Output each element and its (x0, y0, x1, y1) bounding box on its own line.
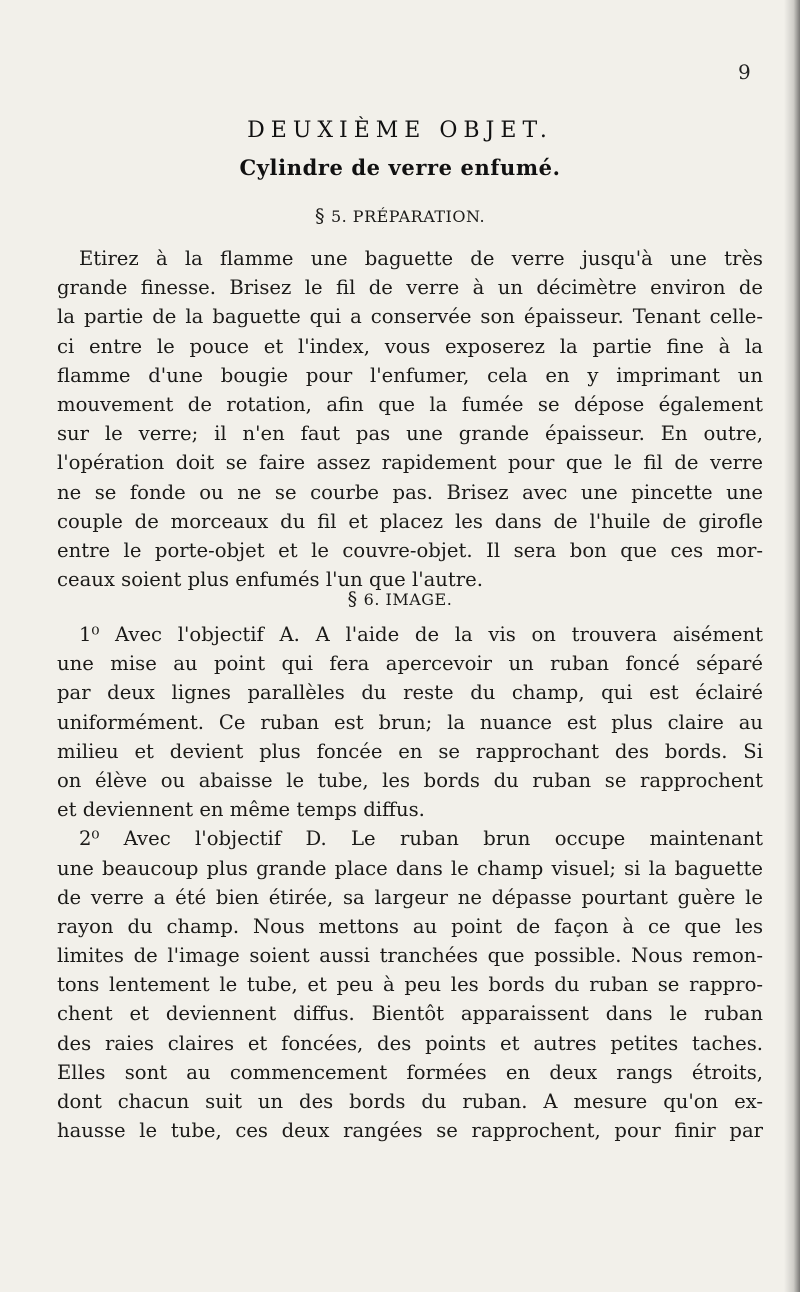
section-title: PRÉPARATION. (352, 207, 486, 226)
text-line: 1⁰ Avec l'objectif A. A l'aide de la vis on trouvera aisément (79, 623, 763, 646)
page-title: DEUXIÈME OBJET. (247, 118, 553, 143)
text-line: entre le porte-objet et le couvre-objet. Il sera bon que ces mor- (57, 538, 763, 562)
text-line: flamme d'une bougie pour l'enfumer, cela en y imprimant un (57, 363, 763, 387)
text-line: Etirez à la flamme une baguette de verre jusqu'à une très (79, 247, 763, 270)
text-line: et deviennent en même temps diffus. (57, 798, 425, 822)
text-line: par deux lignes parallèles du reste du champ, qui est éclairé (57, 681, 763, 705)
page-edge-shadow (784, 0, 800, 1292)
text-line: de verre a été bien étirée, sa largeur ne dépasse pourtant guère le (57, 885, 763, 909)
page-subtitle: Cylindre de verre enfumé. (239, 155, 561, 180)
text-line: ne se fonde ou ne se courbe pas. Brisez avec une pincette une (57, 480, 763, 504)
section-5-body (57, 244, 763, 594)
text-line: 2⁰ Avec l'objectif D. Le ruban brun occupe maintenant (79, 827, 763, 851)
section-number: 5. (330, 207, 348, 226)
text-line: rayon du champ. Nous mettons au point de façon à ce que les (57, 914, 763, 938)
text-line: des raies claires et foncées, des points et autres petites taches. (57, 1031, 763, 1055)
text-line: sur le verre; il n'en faut pas une grande épaisseur. En outre, (57, 422, 763, 446)
text-line: l'opération doit se faire assez rapidement pour que le fil de verre (57, 451, 763, 475)
text-line: mouvement de rotation, afin que la fumée se dépose également (57, 392, 763, 416)
text-line: la partie de la baguette qui a conservée son épaisseur. Tenant celle- (57, 305, 763, 329)
text-line: on élève ou abaisse le tube, les bords du ruban se rapprochent (57, 768, 763, 792)
text-line: milieu et devient plus foncée en se rapprochant des bords. Si (57, 739, 763, 763)
text-line: uniformément. Ce ruban est brun; la nuance est plus claire au (57, 710, 763, 734)
text-line: ci entre le pouce et l'index, vous exposerez la partie fine à la (57, 334, 763, 358)
text-line: couple de morceaux du fil et placez les dans de l'huile de girofle (57, 509, 763, 533)
text-line: dont chacun suit un des bords du ruban. A mesure qu'on ex- (57, 1090, 763, 1113)
section-number: 6. (363, 590, 380, 609)
text-line: hausse le tube, ces deux rangées se rapprochent, pour finir par (57, 1119, 763, 1143)
section-6-heading (0, 588, 800, 610)
text-line: une beaucoup plus grande place dans le champ visuel; si la baguette (57, 856, 763, 880)
text-line: Elles sont au commencement formées en deux rangs étroits, (57, 1060, 763, 1084)
text-line: grande finesse. Brisez le fil de verre à un décimètre environ de (57, 276, 763, 300)
text-line: ceaux soient plus enfumés l'un que l'autre. (57, 568, 483, 592)
text-line: une mise au point qui fera apercevoir un ruban foncé séparé (57, 652, 763, 676)
page-number: 9 (738, 60, 751, 84)
section-6-body (57, 620, 763, 1145)
section-symbol: § (347, 588, 358, 610)
text-line: chent et deviennent diffus. Bientôt apparaissent dans le ruban (57, 1002, 763, 1026)
section-5-heading (0, 205, 800, 227)
text-line: limites de l'image soient aussi tranchées que possible. Nous remon- (57, 944, 763, 968)
text-line: tons lentement le tube, et peu à peu les bords du ruban se rappro- (57, 973, 763, 997)
section-symbol: § (314, 205, 325, 227)
section-title: IMAGE. (385, 590, 453, 609)
